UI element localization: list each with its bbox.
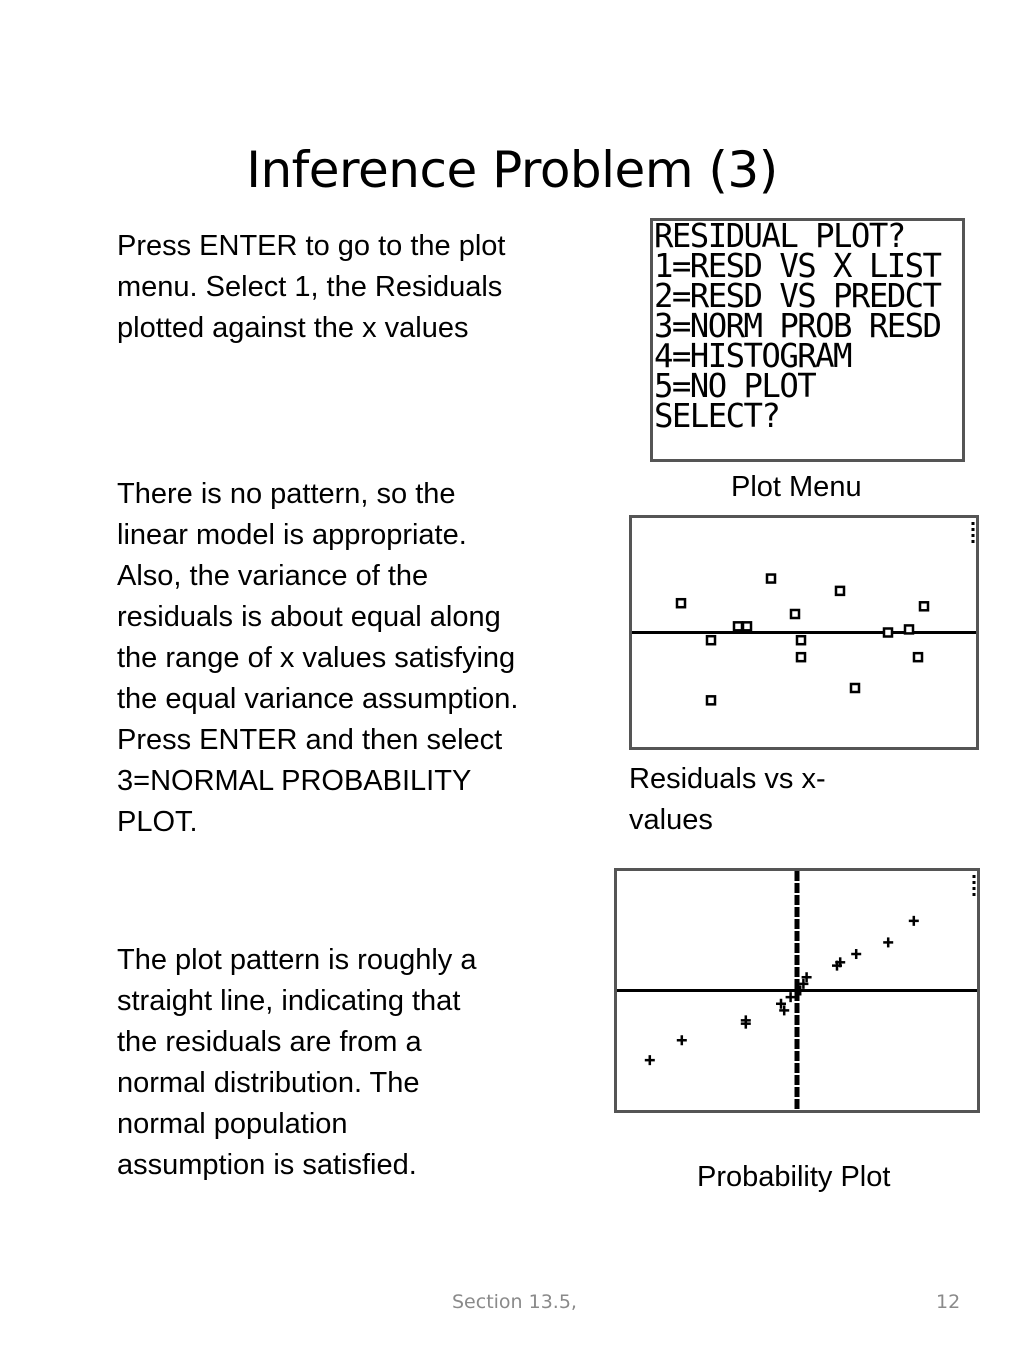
data-point: [677, 1035, 687, 1045]
slide-title: Inference Problem (3): [246, 141, 778, 199]
data-point: [786, 992, 796, 1002]
plot-menu-line: 5=NO PLOT: [654, 366, 816, 405]
data-point: [851, 684, 859, 692]
data-point: [707, 636, 715, 644]
data-point: [767, 575, 775, 583]
data-point: [734, 622, 742, 630]
data-point: [836, 587, 844, 595]
paragraph-plot-menu: Press ENTER to go to the plot menu. Select 1, the Residuals plotted against the x values: [117, 230, 506, 344]
data-point: [905, 625, 913, 633]
plot-menu-line: 1=RESD VS X LIST: [654, 246, 941, 285]
data-point: [743, 622, 751, 630]
plot-menu-line: SELECT?: [654, 396, 780, 435]
data-point: [851, 949, 861, 959]
footer-page-number: 12: [936, 1291, 961, 1313]
residual-plot-screen: [629, 515, 979, 750]
plot-menu-line: 3=NORM PROB RESD: [654, 306, 941, 345]
data-point: [645, 1055, 655, 1065]
data-point: [909, 916, 919, 926]
data-point: [914, 653, 922, 661]
paragraph-normality: The plot pattern is roughly a straight line, indicating that the residuals are from a normal distribution. The normal population assumption is satisfied.: [117, 944, 477, 1181]
plot-menu-line: 2=RESD VS PREDCT: [654, 276, 941, 315]
plot-menu-caption: Plot Menu: [731, 471, 862, 503]
probability-plot-screen: [614, 868, 980, 1113]
residual-plot-caption: Residuals vs x- values: [629, 763, 826, 836]
residual-plot: [632, 518, 976, 747]
data-point: [707, 696, 715, 704]
footer-section: Section 13.5,: [452, 1291, 577, 1313]
plot-menu-line: RESIDUAL PLOT?: [654, 218, 905, 255]
data-point: [677, 599, 685, 607]
data-point: [791, 610, 799, 618]
paragraph-residual-analysis: There is no pattern, so the linear model is appropriate. Also, the variance of the residuals is about equal along the range of x values satisfying the equal variance assumption. Press ENTER and then select 3=NORMAL PROBABILITY PLOT.: [117, 478, 519, 838]
probability-plot-caption: Probability Plot: [697, 1161, 891, 1193]
data-point: [797, 636, 805, 644]
data-point: [884, 629, 892, 637]
probability-plot: [617, 871, 977, 1110]
data-point: [883, 937, 893, 947]
plot-menu-screen: [650, 218, 965, 462]
data-point: [797, 653, 805, 661]
data-point: [920, 602, 928, 610]
plot-menu-line: 4=HISTOGRAM: [654, 336, 851, 375]
